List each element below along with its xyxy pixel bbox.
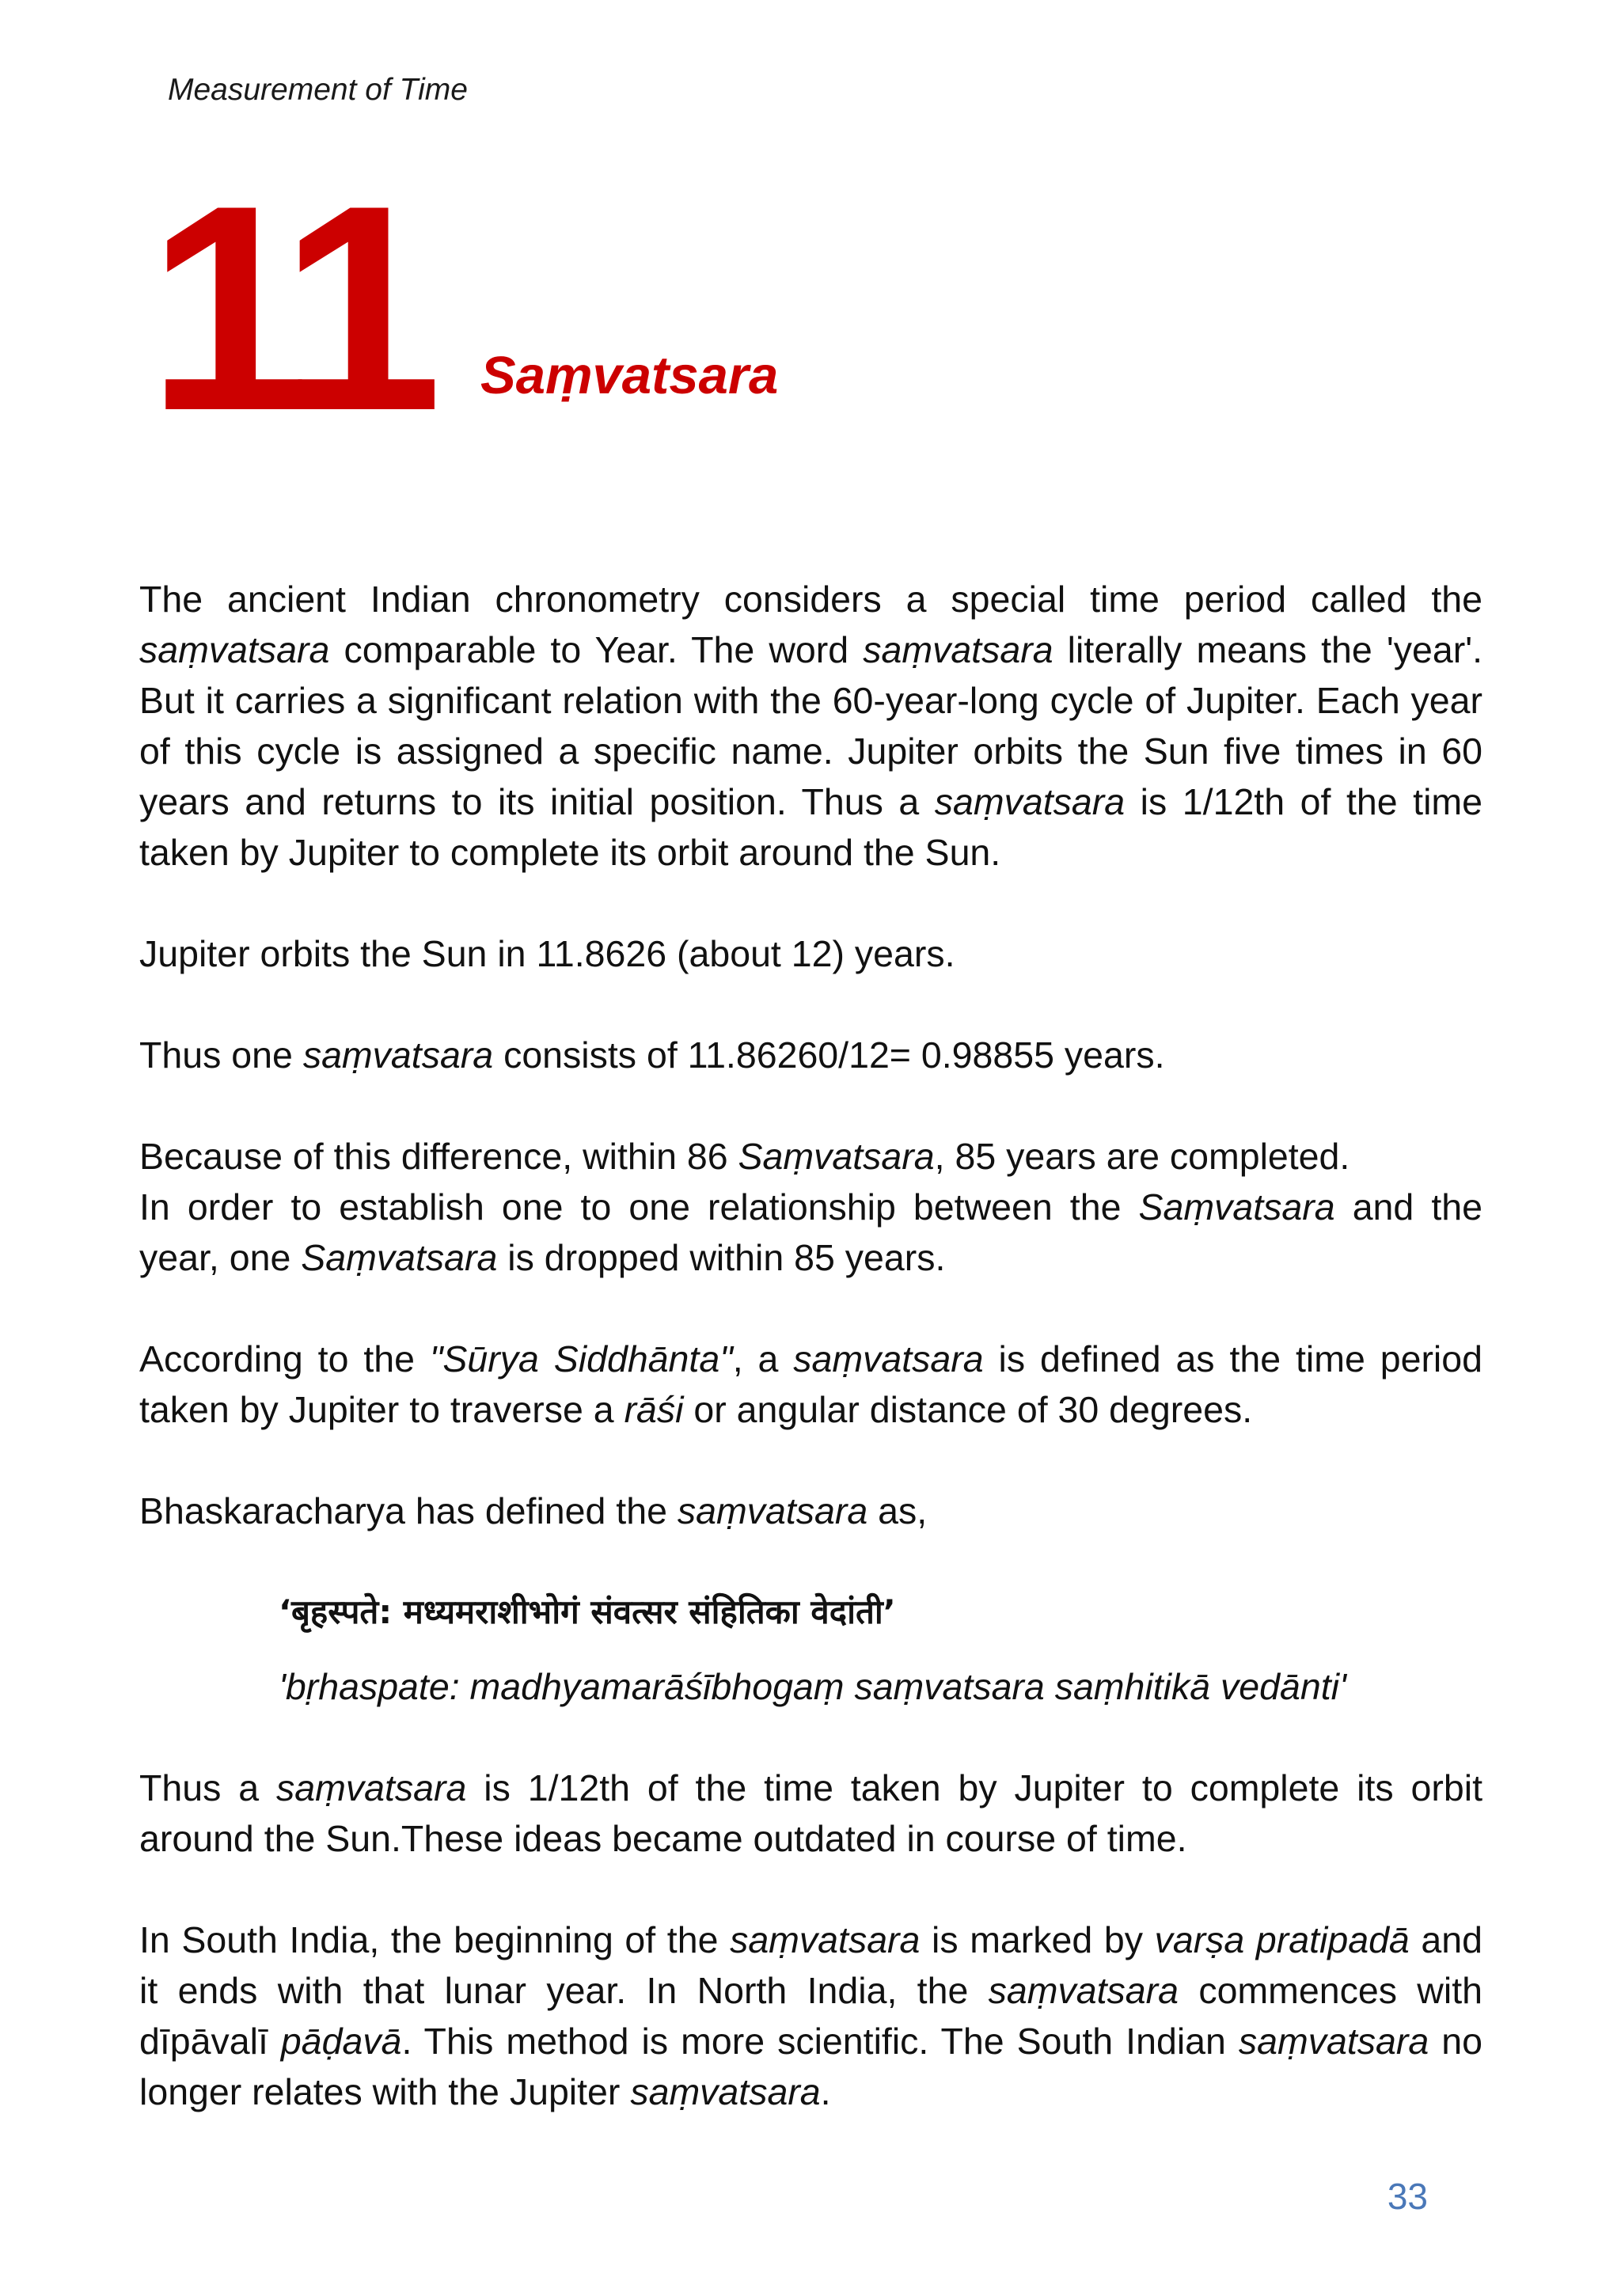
- sanskrit-quote: [279, 1587, 1482, 1712]
- paragraph-surya-siddhanta: According to the "Sūrya Siddhānta", a saṃvatsara is defined as the time period taken by Jupiter to traverse a rāśi or angular distance of 30 degrees.: [139, 1338, 1482, 1430]
- chapter-number: 11: [147, 145, 429, 472]
- quote-devanagari: ‘बृहस्पते: मध्यमराशीभोगं संवत्सर संहितिका वेदांती’: [279, 1592, 896, 1631]
- paragraph-intro: The ancient Indian chronometry considers a special time period called the saṃvatsara comparable to Year. The word saṃvatsara literally means the 'year'. But it carries a significant relation with the 60-year-long cycle of Jupiter. Each year of this cycle is assigned a specific name. Jupiter orbits the Sun five times in 60 years and returns to its initial position. Thus a saṃvatsara is 1/12th of the time taken by Jupiter to complete its orbit around the Sun.: [139, 579, 1482, 873]
- running-header: Measurement of Time: [168, 73, 468, 107]
- paragraph-difference: Because of this difference, within 86 Saṃvatsara, 85 years are completed.: [139, 1136, 1350, 1177]
- chapter-title: Saṃvatsara: [480, 346, 779, 405]
- paragraph-relationship: In order to establish one to one relationship between the Saṃvatsara and the year, one Saṃvatsara is dropped within 85 years.: [139, 1186, 1482, 1278]
- body-text: [139, 574, 1482, 2168]
- paragraph-south-north-india: In South India, the beginning of the saṃvatsara is marked by varṣa pratipadā and it ends with that lunar year. In North India, the saṃvatsara commences with dīpāvalī pāḍavā. This method is more scientific. The South Indian saṃvatsara no longer relates with the Jupiter saṃvatsara.: [139, 1919, 1482, 2112]
- paragraph-jupiter-orbit: Jupiter orbits the Sun in 11.8626 (about 12) years.: [139, 933, 955, 974]
- paragraph-bhaskaracharya: Bhaskaracharya has defined the saṃvatsara as,: [139, 1490, 928, 1531]
- quote-transliteration: 'bṛhaspate: madhyamarāśībhogaṃ saṃvatsara saṃhitikā vedānti': [279, 1666, 1346, 1707]
- page-number: 33: [1387, 2176, 1428, 2217]
- paragraph-samvatsara-length: Thus one saṃvatsara consists of 11.86260/12= 0.98855 years.: [139, 1034, 1165, 1076]
- paragraph-outdated: Thus a saṃvatsara is 1/12th of the time taken by Jupiter to complete its orbit around the Sun.These ideas became outdated in course of time.: [139, 1767, 1482, 1859]
